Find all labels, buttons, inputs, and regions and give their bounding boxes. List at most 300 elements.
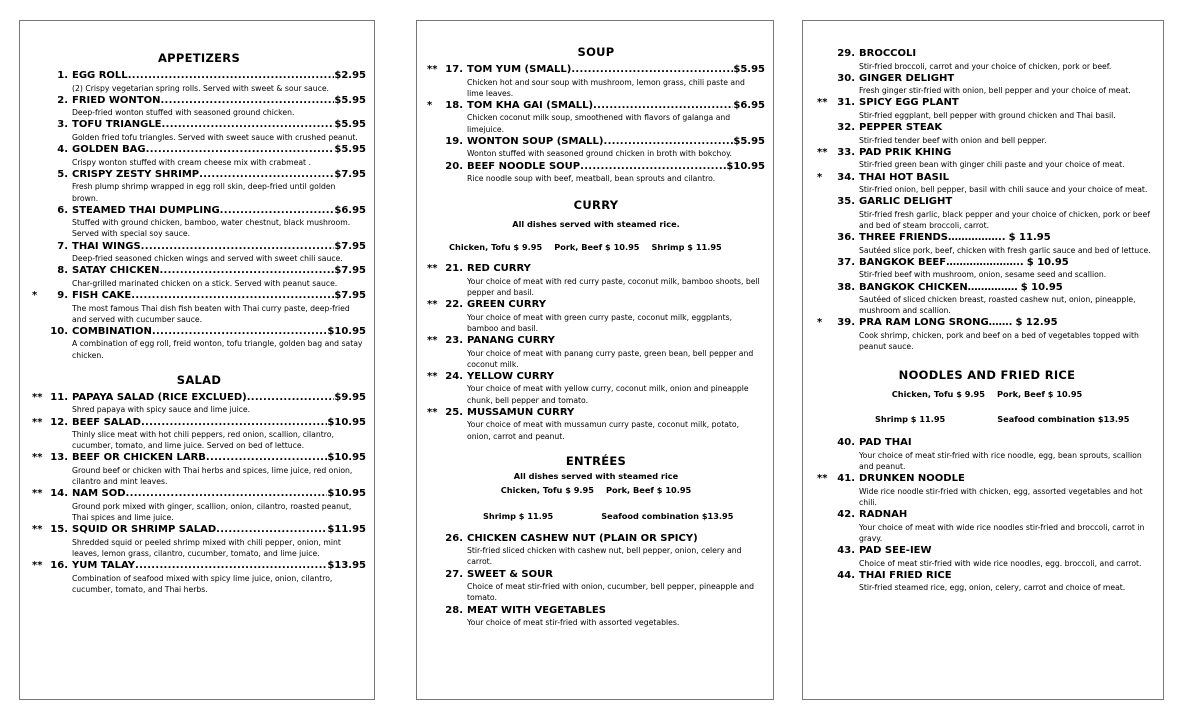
item-title-row — [72, 452, 366, 465]
item-number: 33. — [837, 146, 855, 158]
menu-item — [817, 473, 1157, 508]
item-number: 16. — [50, 560, 68, 572]
item-description: Your choice of meat with green curry paste, coconut milk, eggplants, bamboo and basil. — [467, 312, 733, 333]
item-number: 10. — [50, 325, 68, 337]
item-body — [72, 417, 366, 452]
appetizers-heading: APPETIZERS — [157, 51, 241, 65]
item-number: 13. — [50, 452, 68, 464]
menu-item — [32, 417, 366, 452]
menu-item — [817, 97, 1157, 121]
spicy-mark — [427, 533, 442, 568]
item-name: SATAY CHICKEN — [72, 265, 160, 277]
item-body — [72, 392, 366, 416]
spicy-mark — [427, 605, 442, 629]
item-name: BEEF SALAD — [72, 416, 141, 428]
item-description: A combination of egg roll, freid wonton, tofu triangle, golden bag and satay chicken. — [72, 339, 363, 360]
dot-leader — [159, 265, 334, 278]
menu-item — [32, 452, 366, 487]
item-name: BANGKOK BEEF………………….. — [859, 256, 1024, 268]
menu-page-middle — [416, 20, 774, 700]
menu-item — [32, 290, 366, 325]
spicy-mark: * — [427, 99, 433, 111]
item-number: 12. — [50, 416, 68, 428]
item-body — [859, 545, 1157, 569]
item-body — [859, 48, 1157, 72]
item-title-row — [72, 417, 366, 430]
item-price: $5.95 — [334, 119, 366, 131]
menu-item — [427, 161, 765, 185]
item-description: Char-grilled marinated chicken on a stick. Served with peanut sauce. — [72, 278, 338, 288]
item-number: 24. — [445, 370, 463, 382]
menu-page-right — [802, 20, 1164, 700]
item-number: 42. — [837, 509, 855, 521]
item-description: Deep-fried seasoned chicken wings and served with sweet chili sauce. — [72, 254, 343, 264]
spicy-mark — [32, 144, 47, 168]
entrees-prices-row2 — [483, 509, 765, 523]
item-body — [859, 257, 1157, 281]
item-body — [467, 605, 765, 629]
item-body — [467, 371, 765, 406]
item-title-row — [72, 524, 366, 537]
item-number: 29. — [837, 48, 855, 59]
spicy-mark — [817, 73, 835, 97]
item-name: SQUID OR SHRIMP SALAD — [72, 524, 217, 536]
item-title-row — [859, 48, 1157, 61]
item-name: TOFU TRIANGLE — [72, 119, 162, 131]
item-price: $7.95 — [334, 290, 366, 302]
entree-price: Shrimp $ 11.95 — [483, 510, 554, 521]
item-description: (2) Crispy vegetarian spring rolls. Served with sweet & sour sauce. — [72, 83, 329, 93]
menu-item — [32, 241, 366, 265]
item-title-row — [72, 265, 366, 278]
item-name: GARLIC DELIGHT — [859, 196, 953, 208]
dot-leader — [152, 326, 328, 339]
item-price: $2.95 — [334, 70, 366, 81]
noodles-list — [817, 437, 1157, 593]
item-title-row — [72, 560, 366, 573]
item-description: Wide rice noodle stir-fried with chicken, egg, assorted vegetables and hot chili. — [859, 486, 1143, 507]
item-body — [467, 263, 765, 298]
item-title-row — [859, 509, 1157, 522]
menu-item — [32, 560, 366, 595]
item-number: 22. — [445, 299, 463, 311]
item-description: Combination of seafood mixed with spicy lime juice, onion, cilantro, cucumber, tomato, and Thai herbs. — [72, 573, 333, 594]
item-body — [72, 144, 366, 168]
item-description: Your choice of meat with mussamun curry paste, coconut milk, potato, onion, carrot and peanut. — [467, 420, 740, 441]
menu-item — [427, 100, 765, 135]
menu-item — [817, 437, 1157, 472]
spicy-mark: ** — [427, 406, 438, 418]
item-price: $7.95 — [334, 240, 366, 252]
curry-price: Chicken, Tofu $ 9.95 — [449, 242, 543, 253]
spicy-mark: ** — [427, 263, 438, 275]
item-price: $10.95 — [327, 452, 366, 464]
item-price: $ 12.95 — [1015, 317, 1058, 329]
item-title-row — [859, 317, 1157, 330]
item-number: 34. — [837, 171, 855, 183]
item-title-row — [72, 241, 366, 254]
item-body — [467, 136, 765, 160]
item-body — [859, 73, 1157, 97]
spicy-mark — [817, 122, 835, 146]
menu-item — [817, 122, 1157, 146]
curry-list — [427, 263, 765, 442]
item-name: SPICY EGG PLANT — [859, 97, 959, 109]
menu-item — [817, 282, 1157, 317]
item-body — [467, 407, 765, 442]
spicy-mark: * — [32, 290, 38, 302]
item-name: PAD SEE-IEW — [859, 545, 932, 557]
item-name: WONTON SOUP (SMALL) — [467, 135, 604, 147]
item-title-row — [72, 119, 366, 132]
item-number: 14. — [50, 488, 68, 500]
item-name: TOM KHA GAI (SMALL) — [467, 99, 594, 111]
item-number: 4. — [57, 144, 68, 156]
item-number: 11. — [50, 391, 68, 403]
dot-leader — [199, 169, 334, 182]
spicy-mark — [817, 437, 835, 472]
noodle-price: Seafood combination $13.95 — [997, 414, 1130, 425]
dot-leader — [141, 241, 335, 254]
item-description: Choice of meat stir-fried with wide rice noodles, egg. broccoli, and carrot. — [859, 558, 1142, 568]
item-body — [859, 172, 1157, 196]
spicy-mark: ** — [427, 299, 438, 311]
menu-item — [32, 488, 366, 523]
item-number: 32. — [837, 122, 855, 134]
item-title-row — [859, 282, 1157, 295]
curry-price: Pork, Beef $ 10.95 — [554, 242, 640, 253]
item-description: Stir-fried broccoli, carrot and your choice of chicken, pork or beef. — [859, 61, 1112, 71]
item-body — [72, 265, 366, 289]
noodles-prices-row1 — [817, 387, 1157, 401]
menu-item — [427, 335, 765, 370]
item-description: Stir-fried tender beef with onion and bell pepper. — [859, 135, 1047, 145]
spicy-mark — [32, 70, 47, 94]
item-number: 30. — [837, 72, 855, 84]
item-title-row — [859, 232, 1157, 245]
item-description: Your choice of meat with wide rice noodles stir-fried and broccoli, carrot in gravy. — [859, 522, 1145, 543]
item-body — [467, 161, 765, 185]
item-description: Stuffed with ground chicken, bamboo, water chestnut, black mushroom. Served with special soy sauce. — [72, 218, 351, 239]
item-title-row — [467, 263, 765, 276]
item-description: Chicken coconut milk soup, smoothened with flavors of galanga and limejuice. — [467, 113, 731, 134]
spicy-mark: ** — [427, 370, 438, 382]
item-body — [72, 70, 366, 94]
item-description: Fresh ginger stir-fried with onion, bell pepper and your choice of meat. — [859, 86, 1131, 96]
item-number: 5. — [57, 168, 68, 180]
item-name: PAD THAI — [859, 437, 912, 449]
item-body — [72, 290, 366, 325]
item-body — [467, 533, 765, 568]
item-number: 26. — [445, 532, 463, 544]
menu-item — [427, 407, 765, 442]
spicy-mark: ** — [427, 64, 438, 75]
item-price: $10.95 — [327, 416, 366, 428]
menu-item — [427, 569, 765, 604]
item-name: THREE FRIENDS…………….. — [859, 232, 1006, 244]
item-body — [859, 122, 1157, 146]
item-name: YUM TALAY — [72, 560, 135, 572]
dot-leader — [247, 392, 335, 405]
spicy-mark: * — [817, 317, 823, 329]
item-number: 31. — [837, 97, 855, 109]
item-name: BANGKOK CHICKEN…………… — [859, 281, 1018, 293]
spicy-mark — [32, 119, 47, 143]
item-description: Your choice of meat stir-fried with assorted vegetables. — [467, 618, 680, 628]
item-name: THAI WINGS — [72, 240, 141, 252]
item-description: Your choice of meat with red curry paste, coconut milk, bamboo shoots, bell pepper and basil. — [467, 276, 760, 297]
item-description: Fresh plump shrimp wrapped in egg roll skin, deep-fried until golden brown. — [72, 182, 336, 203]
noodle-price: Shrimp $ 11.95 — [875, 414, 946, 425]
item-name: SWEET & SOUR — [467, 568, 553, 580]
item-name: PANANG CURRY — [467, 335, 555, 347]
item-title-row — [72, 392, 366, 405]
menu-item — [817, 172, 1157, 196]
item-name: PAD PRIK KHING — [859, 146, 952, 158]
spicy-mark — [817, 570, 835, 594]
item-body — [859, 473, 1157, 508]
item-description: Crispy wonton stuffed with cream cheese mix with crabmeat . — [72, 157, 311, 167]
dot-leader — [126, 488, 328, 501]
menu-item — [32, 119, 366, 143]
dot-leader — [571, 64, 733, 77]
menu-item — [427, 136, 765, 160]
item-description: Stir-fried beef with mushroom, onion, sesame seed and scallion. — [859, 270, 1107, 280]
item-title-row — [467, 371, 765, 384]
item-body — [72, 205, 366, 240]
spicy-mark — [817, 257, 835, 281]
item-number: 18. — [445, 99, 463, 111]
item-name: EGG ROLL — [72, 70, 128, 81]
menu-item — [817, 570, 1157, 594]
item-number: 19. — [445, 135, 463, 147]
item-title-row — [859, 73, 1157, 86]
item-description: Thinly slice meat with hot chili peppers, red onion, scallion, cilantro, cucumber, tomato, and lime juice. Served on bed of lettuce. — [72, 430, 334, 451]
menu-item — [32, 205, 366, 240]
item-title-row — [859, 97, 1157, 110]
item-body — [859, 570, 1157, 594]
appetizers-list — [32, 70, 366, 361]
item-price: $5.95 — [334, 94, 366, 106]
item-title-row — [72, 144, 366, 157]
item-number: 9. — [57, 290, 68, 302]
item-name: STEAMED THAI DUMPLING — [72, 204, 220, 216]
item-title-row — [467, 335, 765, 348]
item-price: $7.95 — [334, 265, 366, 277]
item-body — [72, 169, 366, 204]
item-title-row — [467, 533, 765, 546]
menu-item — [817, 232, 1157, 256]
item-body — [859, 232, 1157, 256]
entree-price: Pork, Beef $ 10.95 — [605, 484, 692, 495]
spicy-mark — [427, 136, 442, 160]
item-title-row — [467, 407, 765, 420]
item-title-row — [72, 95, 366, 108]
item-title-row — [467, 569, 765, 582]
item-name: RED CURRY — [467, 263, 531, 275]
noodle-price: Chicken, Tofu $ 9.95 — [891, 389, 985, 400]
item-name: MUSSAMUN CURRY — [467, 406, 575, 418]
item-number: 15. — [50, 524, 68, 536]
item-title-row — [72, 205, 366, 218]
item-number: 37. — [837, 256, 855, 268]
item-name: PEPPER STEAK — [859, 122, 943, 134]
menu-item — [817, 48, 1157, 72]
item-name: COMBINATION — [72, 325, 152, 337]
item-number: 21. — [445, 263, 463, 275]
item-number: 17. — [445, 64, 463, 75]
item-price: $13.95 — [327, 560, 366, 572]
menu-item — [427, 263, 765, 298]
item-description: Ground beef or chicken with Thai herbs and spices, lime juice, red onion, cilantro and mint leaves. — [72, 465, 353, 487]
item-price: $6.95 — [334, 204, 366, 216]
menu-item — [32, 392, 366, 416]
menu-item — [817, 73, 1157, 97]
item-title-row — [859, 473, 1157, 486]
item-title-row — [467, 136, 765, 149]
spicy-mark: ** — [32, 391, 43, 403]
spicy-mark — [32, 265, 47, 289]
item-title-row — [467, 605, 765, 618]
spicy-mark — [32, 95, 47, 119]
item-price: $6.95 — [733, 99, 765, 111]
item-number: 2. — [57, 94, 68, 106]
item-number: 23. — [445, 335, 463, 347]
curry-heading: CURRY — [573, 198, 619, 213]
curry-prices — [449, 240, 765, 254]
item-title-row — [859, 257, 1157, 270]
item-name: THAI FRIED RICE — [859, 569, 952, 581]
dot-leader — [141, 417, 327, 430]
entrees-prices-row1 — [427, 483, 765, 497]
item-price: $9.95 — [334, 391, 366, 403]
spicy-mark — [817, 196, 835, 231]
curry-note: All dishes served with steamed rice. — [512, 219, 680, 230]
item-description: Stir-fried eggplant, bell pepper with ground chicken and Thai basil. — [859, 110, 1116, 120]
item-name: GINGER DELIGHT — [859, 72, 955, 84]
spicy-mark — [427, 569, 442, 604]
item-number: 6. — [57, 204, 68, 216]
item-number: 41. — [837, 473, 855, 485]
item-number: 43. — [837, 545, 855, 557]
menu-item — [32, 144, 366, 168]
spicy-mark: ** — [32, 416, 43, 428]
item-body — [467, 569, 765, 604]
item-name: GOLDEN BAG — [72, 144, 146, 156]
dot-leader — [593, 100, 733, 113]
spicy-mark: ** — [817, 97, 828, 109]
menu-item — [817, 147, 1157, 171]
menu-item — [817, 257, 1157, 281]
menu-item — [32, 524, 366, 559]
spicy-mark — [427, 161, 442, 185]
entree-price: Seafood combination $13.95 — [601, 510, 734, 521]
item-description: Your choice of meat with yellow curry, coconut milk, onion and pineapple chunk, bell pepper and tomato. — [467, 384, 749, 405]
item-number: 1. — [57, 70, 68, 81]
item-name: FISH CAKE — [72, 290, 132, 302]
item-number: 3. — [57, 119, 68, 131]
item-title-row — [859, 570, 1157, 583]
item-title-row — [72, 70, 366, 83]
item-number: 39. — [837, 317, 855, 329]
item-title-row — [72, 290, 366, 303]
spicy-mark — [32, 326, 47, 361]
spicy-mark: ** — [32, 560, 43, 572]
item-description: Stir-fried onion, bell pepper, basil with chili sauce and your choice of meat. — [859, 185, 1148, 195]
item-body — [467, 64, 765, 99]
item-body — [72, 452, 366, 487]
item-price: $ 10.95 — [1020, 281, 1063, 293]
item-name: BEEF OR CHICKEN LARB — [72, 452, 206, 464]
item-title-row — [467, 299, 765, 312]
item-name: YELLOW CURRY — [467, 370, 555, 382]
soup-list — [427, 64, 765, 184]
item-number: 38. — [837, 281, 855, 293]
spicy-mark: ** — [32, 524, 43, 536]
item-name: BEEF NOODLE SOUP — [467, 160, 581, 172]
menu-item — [427, 299, 765, 334]
spicy-mark — [817, 232, 835, 256]
item-body — [467, 299, 765, 334]
item-description: Cook shrimp, chicken, pork and beef on a bed of vegetables topped with peanut sauce. — [859, 330, 1139, 352]
item-name: NAM SOD — [72, 488, 126, 500]
spicy-mark: ** — [32, 452, 43, 464]
salad-heading: SALAD — [176, 372, 222, 387]
item-number: 40. — [837, 437, 855, 449]
spicy-mark — [32, 169, 47, 204]
item-price: $5.95 — [334, 144, 366, 156]
spicy-mark: ** — [427, 335, 438, 347]
entrees-note: All dishes served with steamed rice — [513, 470, 679, 481]
dot-leader — [131, 290, 334, 303]
dot-leader — [603, 136, 733, 149]
item-body — [859, 437, 1157, 472]
item-number: 20. — [445, 160, 463, 172]
spicy-mark — [817, 545, 835, 569]
item-title-row — [859, 172, 1157, 185]
entree-price: Chicken, Tofu $ 9.95 — [500, 484, 594, 495]
item-description: Stir-fried sliced chicken with cashew nut, bell pepper, onion, celery and carrot. — [467, 546, 742, 567]
spicy-mark: * — [817, 171, 823, 183]
item-description: Deep-fried wonton stuffed with seasoned ground chicken. — [72, 108, 295, 118]
item-number: 28. — [445, 604, 463, 616]
spicy-mark — [32, 205, 47, 240]
item-body — [859, 317, 1157, 352]
item-title-row — [467, 64, 765, 77]
item-title-row — [859, 122, 1157, 135]
item-price: $7.95 — [334, 168, 366, 180]
dot-leader — [135, 560, 327, 573]
item-price: $ 10.95 — [1026, 256, 1069, 268]
item-body — [467, 335, 765, 370]
noodles-heading: NOODLES AND FRIED RICE — [898, 368, 1076, 383]
item-name: CHICKEN CASHEW NUT (PLAIN OR SPICY) — [467, 532, 698, 544]
menu-item — [817, 545, 1157, 569]
item-body — [859, 282, 1157, 317]
item-description: Your choice of meat with panang curry paste, green bean, bell pepper and coconut milk. — [467, 348, 754, 369]
menu-item — [817, 509, 1157, 544]
menu-item — [427, 371, 765, 406]
dot-leader — [160, 95, 334, 108]
item-body — [859, 97, 1157, 121]
item-name: DRUNKEN NOODLE — [859, 473, 965, 485]
menu-item — [427, 533, 765, 568]
item-price: $10.95 — [726, 160, 765, 172]
spicy-mark — [817, 509, 835, 544]
item-description: Golden fried tofu triangles. Served with sweet sauce with crushed peanut. — [72, 132, 358, 142]
item-body — [72, 488, 366, 523]
item-description: Shredded squid or peeled shrimp mixed with chili pepper, onion, mint leaves, lemon grass, cilantro, cucumber, tomato, and lime juice. — [72, 537, 341, 558]
